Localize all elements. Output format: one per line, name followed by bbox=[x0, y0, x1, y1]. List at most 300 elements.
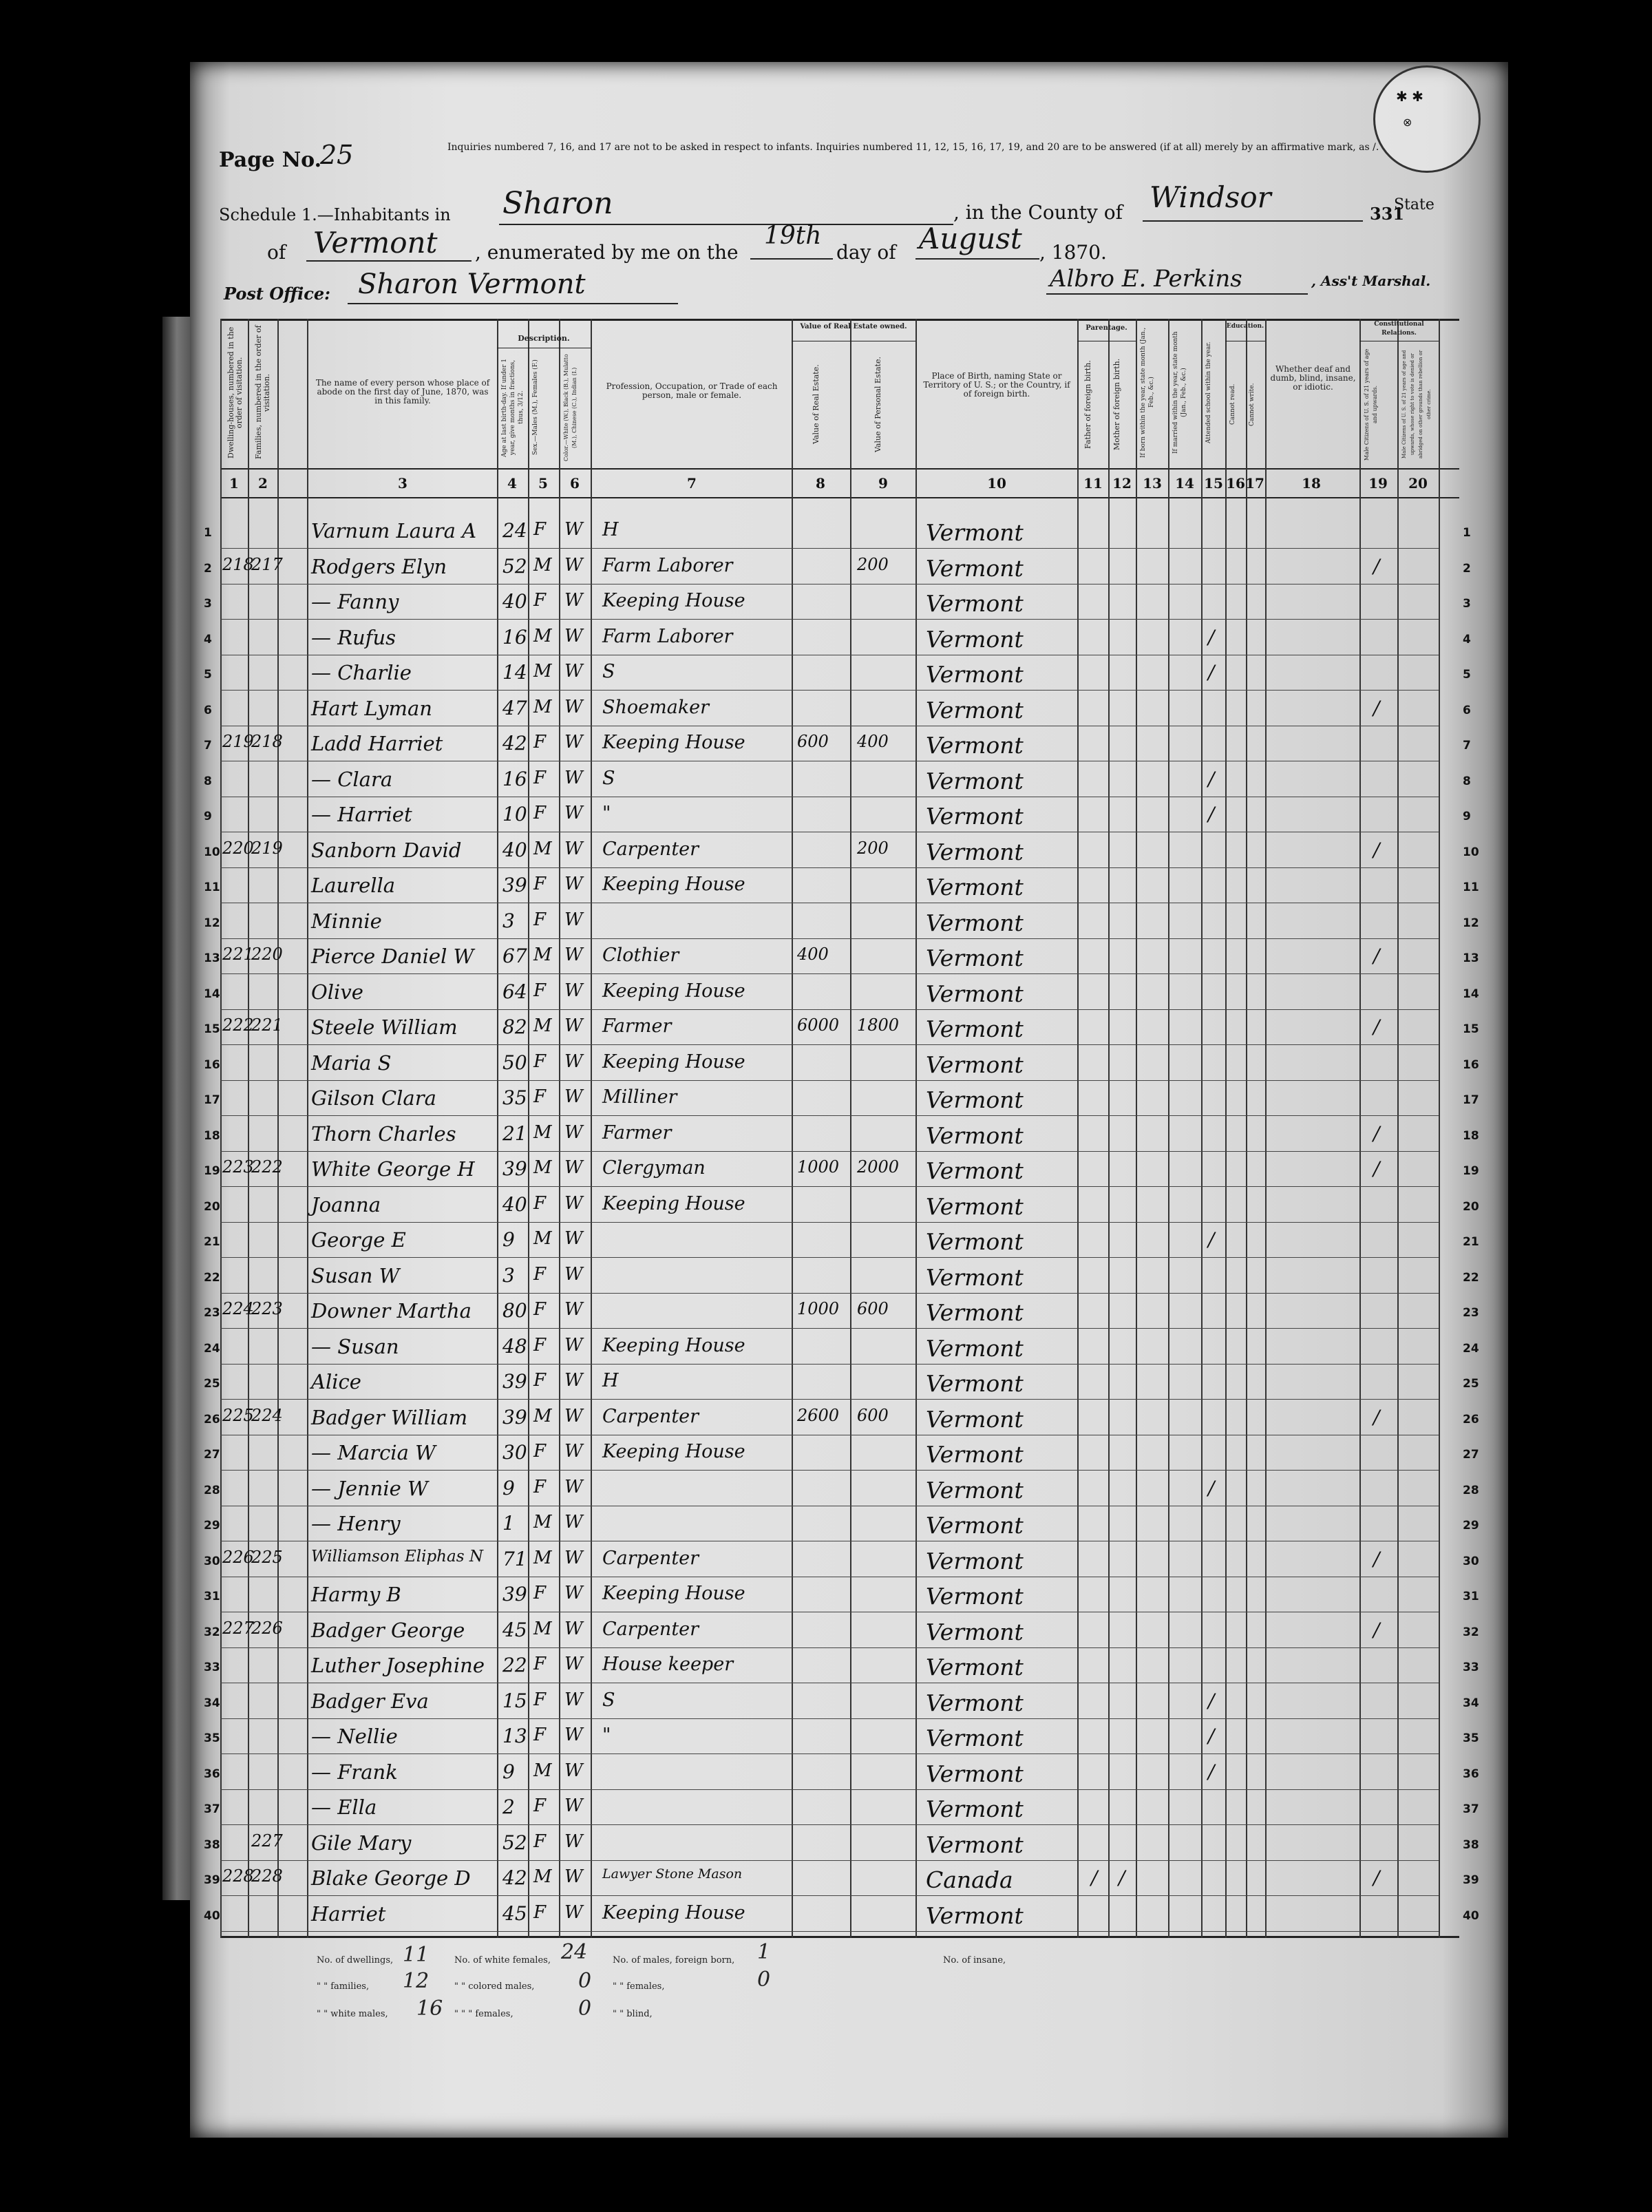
sex: F bbox=[533, 590, 547, 611]
white-males-label: " " white males, bbox=[317, 2009, 388, 2019]
age: 14 bbox=[502, 661, 527, 684]
age: 50 bbox=[502, 1051, 527, 1074]
real-estate-value: 600 bbox=[797, 732, 829, 751]
enumeration-month: August bbox=[919, 222, 1022, 255]
person-name: George E bbox=[311, 1228, 406, 1252]
post-office-name: Sharon Vermont bbox=[358, 268, 586, 300]
age: 82 bbox=[502, 1015, 527, 1038]
colored-females-label: " " " females, bbox=[454, 2009, 513, 2019]
male-citizens-col-header: Male Citizens of U. S. of 21 years of age and upwards. bbox=[1364, 348, 1378, 461]
birthplace: Vermont bbox=[926, 1157, 1024, 1184]
color: W bbox=[564, 519, 583, 540]
person-name: — Harriet bbox=[311, 803, 412, 826]
line-number-left: 36 bbox=[204, 1767, 220, 1781]
occupation: Keeping House bbox=[602, 874, 745, 895]
line-number-left: 23 bbox=[204, 1306, 220, 1320]
sex: M bbox=[533, 1157, 552, 1178]
line-number-right: 27 bbox=[1463, 1448, 1479, 1462]
line-number-right: 11 bbox=[1463, 881, 1479, 894]
birthplace: Vermont bbox=[926, 732, 1024, 759]
col-number: 2 bbox=[258, 475, 268, 492]
row-rule bbox=[220, 1647, 1439, 1648]
line-number-right: 16 bbox=[1463, 1057, 1479, 1072]
line-number-right: 35 bbox=[1463, 1731, 1479, 1745]
town-name: Sharon bbox=[502, 186, 613, 221]
age: 10 bbox=[502, 803, 527, 825]
post-office-label: Post Office: bbox=[224, 284, 330, 304]
occupation: " bbox=[602, 803, 611, 824]
person-name: Williamson Eliphas N bbox=[311, 1547, 483, 1566]
family-number: 228 bbox=[251, 1866, 283, 1886]
birthplace: Vermont bbox=[926, 1051, 1024, 1078]
occupation: Clothier bbox=[602, 945, 679, 966]
white-males-count: 16 bbox=[416, 1997, 443, 2021]
color: W bbox=[564, 1192, 583, 1214]
attended-school-mark: / bbox=[1208, 1689, 1215, 1712]
table-bottom-border bbox=[220, 1936, 1459, 1938]
occupation: Keeping House bbox=[602, 1334, 745, 1356]
person-name: — Fanny bbox=[311, 590, 399, 613]
personal-estate-value: 600 bbox=[857, 1405, 889, 1425]
name-col-header: The name of every person whose place of abode on the first day of June, 1870, was in this family. bbox=[315, 378, 490, 405]
families-count: 12 bbox=[403, 1969, 430, 1993]
line-number-right: 32 bbox=[1463, 1625, 1479, 1639]
education-group-heading: Education. bbox=[1226, 323, 1264, 330]
sex: M bbox=[533, 625, 552, 646]
occupation: Carpenter bbox=[602, 1547, 699, 1569]
row-rule bbox=[220, 1115, 1439, 1116]
attended-school-mark: / bbox=[1208, 1760, 1215, 1783]
color: W bbox=[564, 1902, 583, 1923]
color: W bbox=[564, 1441, 583, 1462]
col-number: 10 bbox=[987, 475, 1006, 492]
col-number: 19 bbox=[1368, 475, 1388, 492]
real-estate-value: 1000 bbox=[797, 1299, 840, 1318]
person-name: Pierce Daniel W bbox=[311, 945, 474, 968]
occupation: Carpenter bbox=[602, 1405, 699, 1427]
col-number: 6 bbox=[570, 475, 580, 492]
line-number-right: 39 bbox=[1463, 1873, 1479, 1887]
occupation: Farmer bbox=[602, 1121, 672, 1144]
real-estate-value: 1000 bbox=[797, 1157, 840, 1177]
header-bottom-border bbox=[220, 468, 1459, 470]
line-number-left: 3 bbox=[204, 597, 212, 611]
white-females-label: No. of white females, bbox=[454, 1955, 551, 1966]
day-of-label: day of bbox=[836, 241, 896, 264]
sex: M bbox=[533, 661, 552, 682]
color: W bbox=[564, 1157, 583, 1178]
occupation: Shoemaker bbox=[602, 696, 710, 718]
dwelling-number: 225 bbox=[222, 1405, 254, 1425]
row-rule bbox=[220, 867, 1439, 868]
sex: F bbox=[533, 1654, 547, 1674]
color: W bbox=[564, 1121, 583, 1143]
sex: F bbox=[533, 1689, 547, 1710]
line-number-right: 38 bbox=[1463, 1837, 1479, 1852]
occupation: Lawyer Stone Mason bbox=[602, 1866, 743, 1882]
family-number: 226 bbox=[251, 1618, 283, 1638]
line-number-right: 29 bbox=[1463, 1519, 1479, 1532]
sex: M bbox=[533, 1228, 552, 1249]
color: W bbox=[564, 945, 583, 965]
sex: F bbox=[533, 1299, 547, 1320]
line-number-left: 27 bbox=[204, 1448, 220, 1462]
row-rule bbox=[220, 1931, 1439, 1932]
line-number-right: 34 bbox=[1463, 1696, 1479, 1710]
person-name: — Clara bbox=[311, 767, 393, 791]
sex: F bbox=[533, 1051, 547, 1072]
age: 9 bbox=[502, 1228, 515, 1251]
line-number-left: 37 bbox=[204, 1802, 220, 1816]
male-citizens-denied-col-header: Male Citizens of U. S. of 21 years of age and upwards, whose right to vote is denied or abridged on other grounds than rebellion or other crime. bbox=[1401, 350, 1432, 459]
line-number-right: 23 bbox=[1463, 1306, 1479, 1320]
occupation: Carpenter bbox=[602, 838, 699, 860]
line-number-left: 31 bbox=[204, 1590, 220, 1603]
birthplace: Vermont bbox=[926, 1086, 1024, 1113]
color: W bbox=[564, 732, 583, 752]
age: 13 bbox=[502, 1725, 527, 1747]
sex: F bbox=[533, 767, 547, 788]
color: W bbox=[564, 1051, 583, 1072]
line-number-right: 6 bbox=[1463, 703, 1471, 717]
age: 39 bbox=[502, 874, 527, 896]
birthplace: Vermont bbox=[926, 1405, 1024, 1433]
color: W bbox=[564, 1476, 583, 1497]
row-rule bbox=[220, 1293, 1439, 1294]
father-foreign-mark: / bbox=[1091, 1866, 1098, 1889]
col-number: 11 bbox=[1083, 475, 1103, 492]
birthplace: Vermont bbox=[926, 1547, 1024, 1574]
age: 42 bbox=[502, 732, 527, 755]
age: 39 bbox=[502, 1157, 527, 1180]
male-citizen-mark: / bbox=[1373, 1866, 1380, 1889]
insane-label: No. of insane, bbox=[943, 1955, 1006, 1966]
person-name: — Jennie W bbox=[311, 1476, 428, 1500]
male-citizen-mark: / bbox=[1373, 1015, 1380, 1038]
row-rule bbox=[220, 1753, 1439, 1754]
sex: F bbox=[533, 1086, 547, 1107]
dwelling-number: 219 bbox=[222, 732, 254, 751]
line-number-right: 33 bbox=[1463, 1661, 1479, 1674]
person-name: Maria S bbox=[311, 1051, 392, 1075]
county-label: , in the County of bbox=[953, 201, 1123, 224]
person-name: Joanna bbox=[311, 1192, 381, 1216]
age: 22 bbox=[502, 1654, 527, 1676]
line-number-right: 2 bbox=[1463, 561, 1471, 576]
line-number-left: 24 bbox=[204, 1341, 220, 1356]
state-label: State bbox=[1394, 196, 1434, 213]
person-name: Sanborn David bbox=[311, 838, 462, 862]
line-number-left: 10 bbox=[204, 845, 220, 859]
line-number-left: 12 bbox=[204, 916, 220, 930]
color: W bbox=[564, 1583, 583, 1603]
occupation: Milliner bbox=[602, 1086, 677, 1108]
line-number-right: 4 bbox=[1463, 632, 1471, 646]
age: 9 bbox=[502, 1760, 515, 1783]
sex: F bbox=[533, 803, 547, 823]
col-number: 12 bbox=[1112, 475, 1132, 492]
line-number-right: 15 bbox=[1463, 1022, 1479, 1036]
line-number-left: 34 bbox=[204, 1696, 220, 1710]
male-citizen-mark: / bbox=[1373, 696, 1380, 719]
color: W bbox=[564, 1512, 583, 1532]
male-citizen-mark: / bbox=[1373, 945, 1380, 967]
col-number: 16 bbox=[1226, 475, 1245, 492]
line-number-left: 4 bbox=[204, 632, 212, 646]
color: W bbox=[564, 980, 583, 1001]
birthplace: Vermont bbox=[926, 1689, 1024, 1716]
foreign-males-label: No. of males, foreign born, bbox=[613, 1955, 735, 1966]
line-number-left: 35 bbox=[204, 1731, 220, 1745]
person-name: — Ella bbox=[311, 1795, 377, 1819]
person-name: Laurella bbox=[311, 874, 396, 897]
marshal-label: , Ass't Marshal. bbox=[1311, 273, 1431, 289]
line-number-right: 28 bbox=[1463, 1483, 1479, 1497]
sex: F bbox=[533, 732, 547, 752]
age: 67 bbox=[502, 945, 527, 967]
colored-females-count: 0 bbox=[578, 1997, 592, 2021]
family-number: 222 bbox=[251, 1157, 283, 1177]
page-number: 25 bbox=[320, 140, 354, 170]
row-rule bbox=[220, 1186, 1439, 1187]
line-number-right: 9 bbox=[1463, 810, 1471, 823]
attended-school-mark: / bbox=[1208, 1725, 1215, 1747]
dwelling-number: 221 bbox=[222, 945, 254, 964]
line-number-left: 22 bbox=[204, 1270, 220, 1285]
occupation: Keeping House bbox=[602, 1441, 745, 1462]
constitutional-group-heading: Constitutional Relations. bbox=[1374, 321, 1424, 337]
age: 2 bbox=[502, 1795, 515, 1818]
sex: M bbox=[533, 945, 552, 965]
person-name: Harriet bbox=[311, 1902, 386, 1926]
color: W bbox=[564, 1866, 583, 1887]
person-name: Hart Lyman bbox=[311, 696, 432, 720]
person-name: Varnum Laura A bbox=[311, 519, 477, 543]
line-number-right: 22 bbox=[1463, 1270, 1479, 1285]
birthplace: Vermont bbox=[926, 1618, 1024, 1645]
age: 45 bbox=[502, 1902, 527, 1925]
age: 21 bbox=[502, 1121, 527, 1145]
attended-school-col-header: Attended school within the year. bbox=[1205, 341, 1212, 443]
birthplace: Vermont bbox=[926, 1263, 1024, 1291]
row-rule bbox=[220, 1895, 1439, 1896]
age: 52 bbox=[502, 554, 527, 578]
sex: F bbox=[533, 1795, 547, 1816]
birthplace: Vermont bbox=[926, 945, 1024, 971]
color: W bbox=[564, 838, 583, 859]
occupation: House keeper bbox=[602, 1654, 734, 1675]
birthplace: Vermont bbox=[926, 1476, 1024, 1504]
col-number: 13 bbox=[1143, 475, 1162, 492]
age: 15 bbox=[502, 1689, 527, 1712]
occupation: S bbox=[602, 1689, 615, 1711]
male-citizen-mark: / bbox=[1373, 1405, 1380, 1429]
line-number-right: 18 bbox=[1463, 1128, 1479, 1143]
attended-school-mark: / bbox=[1208, 661, 1215, 684]
occupation: H bbox=[602, 1370, 619, 1391]
line-number-right: 37 bbox=[1463, 1802, 1479, 1816]
color: W bbox=[564, 625, 583, 646]
line-number-left: 21 bbox=[204, 1235, 220, 1249]
line-number-left: 15 bbox=[204, 1022, 220, 1036]
sex: F bbox=[533, 1370, 547, 1391]
county-name: Windsor bbox=[1150, 180, 1271, 214]
line-number-left: 5 bbox=[204, 668, 212, 682]
family-number: 219 bbox=[251, 838, 283, 858]
sex: F bbox=[533, 1831, 547, 1852]
row-rule bbox=[220, 1364, 1439, 1365]
line-number-right: 10 bbox=[1463, 845, 1479, 859]
sex: F bbox=[533, 1263, 547, 1285]
line-number-left: 29 bbox=[204, 1519, 220, 1532]
col-number: 17 bbox=[1245, 475, 1264, 492]
occupation: Farmer bbox=[602, 1015, 672, 1037]
male-citizen-mark: / bbox=[1373, 1121, 1380, 1145]
occupation: S bbox=[602, 661, 615, 682]
sex: M bbox=[533, 554, 552, 576]
sex: F bbox=[533, 874, 547, 894]
birthplace: Vermont bbox=[926, 909, 1024, 936]
mother-foreign-col-header: Mother of foreign birth. bbox=[1112, 358, 1121, 451]
birthplace: Vermont bbox=[926, 1583, 1024, 1610]
dwellings-label: No. of dwellings, bbox=[317, 1955, 394, 1966]
age: 30 bbox=[502, 1441, 527, 1464]
cannot-read-col-header: Cannot read. bbox=[1229, 383, 1236, 425]
dwelling-number: 222 bbox=[222, 1015, 254, 1035]
enumeration-day: 19th bbox=[764, 222, 822, 250]
family-number: 220 bbox=[251, 945, 283, 964]
birthplace: Vermont bbox=[926, 980, 1024, 1007]
family-number: 221 bbox=[251, 1015, 283, 1035]
foreign-females-count: 0 bbox=[757, 1968, 771, 1992]
line-number-right: 20 bbox=[1463, 1199, 1479, 1214]
line-number-left: 14 bbox=[204, 987, 220, 1001]
birthplace: Vermont bbox=[926, 874, 1024, 900]
page-label: Page No. bbox=[219, 148, 322, 172]
col-number: 5 bbox=[538, 475, 548, 492]
person-name: Susan W bbox=[311, 1263, 400, 1287]
dwelling-number: 223 bbox=[222, 1157, 254, 1177]
row-rule bbox=[220, 938, 1439, 939]
birthplace: Vermont bbox=[926, 803, 1024, 830]
row-rule bbox=[220, 1718, 1439, 1719]
person-name: Thorn Charles bbox=[311, 1121, 456, 1146]
cannot-write-col-header: Cannot write. bbox=[1249, 383, 1256, 426]
person-name: Downer Martha bbox=[311, 1299, 472, 1323]
color: W bbox=[564, 1228, 583, 1249]
sex: F bbox=[533, 1192, 547, 1214]
age: 42 bbox=[502, 1866, 527, 1889]
dwelling-number: 226 bbox=[222, 1547, 254, 1567]
age: 40 bbox=[502, 1192, 527, 1216]
birthplace: Vermont bbox=[926, 1192, 1024, 1220]
family-number: 217 bbox=[251, 554, 283, 574]
birthplace: Vermont bbox=[926, 1654, 1024, 1681]
age: 45 bbox=[502, 1618, 527, 1641]
enumerated-label: , enumerated by me on the bbox=[475, 241, 739, 264]
line-number-left: 7 bbox=[204, 739, 212, 752]
male-citizen-mark: / bbox=[1373, 554, 1380, 578]
birthplace: Vermont bbox=[926, 1121, 1024, 1149]
occupation: Clergyman bbox=[602, 1157, 706, 1179]
line-number-right: 24 bbox=[1463, 1341, 1479, 1356]
person-name: — Marcia W bbox=[311, 1441, 436, 1464]
line-number-left: 40 bbox=[204, 1908, 220, 1923]
occupation: " bbox=[602, 1725, 611, 1746]
line-number-right: 40 bbox=[1463, 1908, 1479, 1923]
sex: F bbox=[533, 1476, 547, 1497]
line-number-right: 17 bbox=[1463, 1093, 1479, 1107]
sex: M bbox=[533, 1866, 552, 1887]
line-number-left: 6 bbox=[204, 703, 212, 717]
year-label: , 1870. bbox=[1039, 241, 1107, 264]
sex: M bbox=[533, 1547, 552, 1568]
sex: M bbox=[533, 838, 552, 859]
family-number: 223 bbox=[251, 1299, 283, 1318]
line-number-left: 2 bbox=[204, 561, 212, 576]
real-estate-value: 6000 bbox=[797, 1015, 840, 1035]
sex: F bbox=[533, 1583, 547, 1603]
person-name: — Susan bbox=[311, 1334, 399, 1358]
personal-estate-value: 200 bbox=[857, 554, 889, 574]
line-number-left: 33 bbox=[204, 1661, 220, 1674]
deaf-dumb-col-header: Whether deaf and dumb, blind, insane, or idiotic. bbox=[1270, 364, 1356, 392]
birthplace: Canada bbox=[926, 1866, 1013, 1893]
birthplace: Vermont bbox=[926, 1370, 1024, 1397]
family-col-header: Families, numbered in the order of visitation. bbox=[254, 325, 271, 460]
family-number: 218 bbox=[251, 732, 283, 751]
schedule-label: Schedule 1.—Inhabitants in bbox=[219, 205, 451, 224]
line-number-left: 1 bbox=[204, 526, 212, 540]
color: W bbox=[564, 554, 583, 576]
age: 3 bbox=[502, 1263, 515, 1287]
real-estate-value: 400 bbox=[797, 945, 829, 964]
colored-males-count: 0 bbox=[578, 1969, 592, 1993]
mother-foreign-mark: / bbox=[1119, 1866, 1125, 1889]
col-number: 20 bbox=[1408, 475, 1428, 492]
line-number-left: 11 bbox=[204, 881, 220, 894]
married-within-year-col-header: If married within the year, state month (Jan., Feb., &c.) bbox=[1172, 331, 1187, 454]
color: W bbox=[564, 1689, 583, 1710]
real-estate-col-header: Value of Real Estate. bbox=[812, 364, 820, 445]
birthplace: Vermont bbox=[926, 1228, 1024, 1255]
parentage-group-heading: Parentage. bbox=[1086, 324, 1127, 332]
sex: M bbox=[533, 1405, 552, 1426]
birthplace: Vermont bbox=[926, 767, 1024, 794]
col-number: 4 bbox=[507, 475, 517, 492]
line-number-left: 38 bbox=[204, 1837, 220, 1852]
attended-school-mark: / bbox=[1208, 1476, 1215, 1499]
birthplace: Vermont bbox=[926, 1334, 1024, 1362]
color: W bbox=[564, 1725, 583, 1745]
col-number: 9 bbox=[878, 475, 888, 492]
birthplace: Vermont bbox=[926, 1512, 1024, 1539]
age-col-header: Age at last birth-day. If under 1 year, give months in fractions, thus, 3/12. bbox=[501, 358, 525, 457]
line-number-right: 31 bbox=[1463, 1590, 1479, 1603]
color: W bbox=[564, 1334, 583, 1356]
color: W bbox=[564, 1831, 583, 1852]
person-name: Alice bbox=[311, 1370, 361, 1393]
line-number-left: 26 bbox=[204, 1412, 220, 1426]
attended-school-mark: / bbox=[1208, 1228, 1215, 1251]
birthplace: Vermont bbox=[926, 696, 1024, 724]
sex: F bbox=[533, 909, 547, 930]
attended-school-mark: / bbox=[1208, 625, 1215, 649]
line-number-right: 8 bbox=[1463, 774, 1471, 788]
dwelling-number: 220 bbox=[222, 838, 254, 858]
line-number-left: 32 bbox=[204, 1625, 220, 1639]
row-rule bbox=[220, 1151, 1439, 1152]
